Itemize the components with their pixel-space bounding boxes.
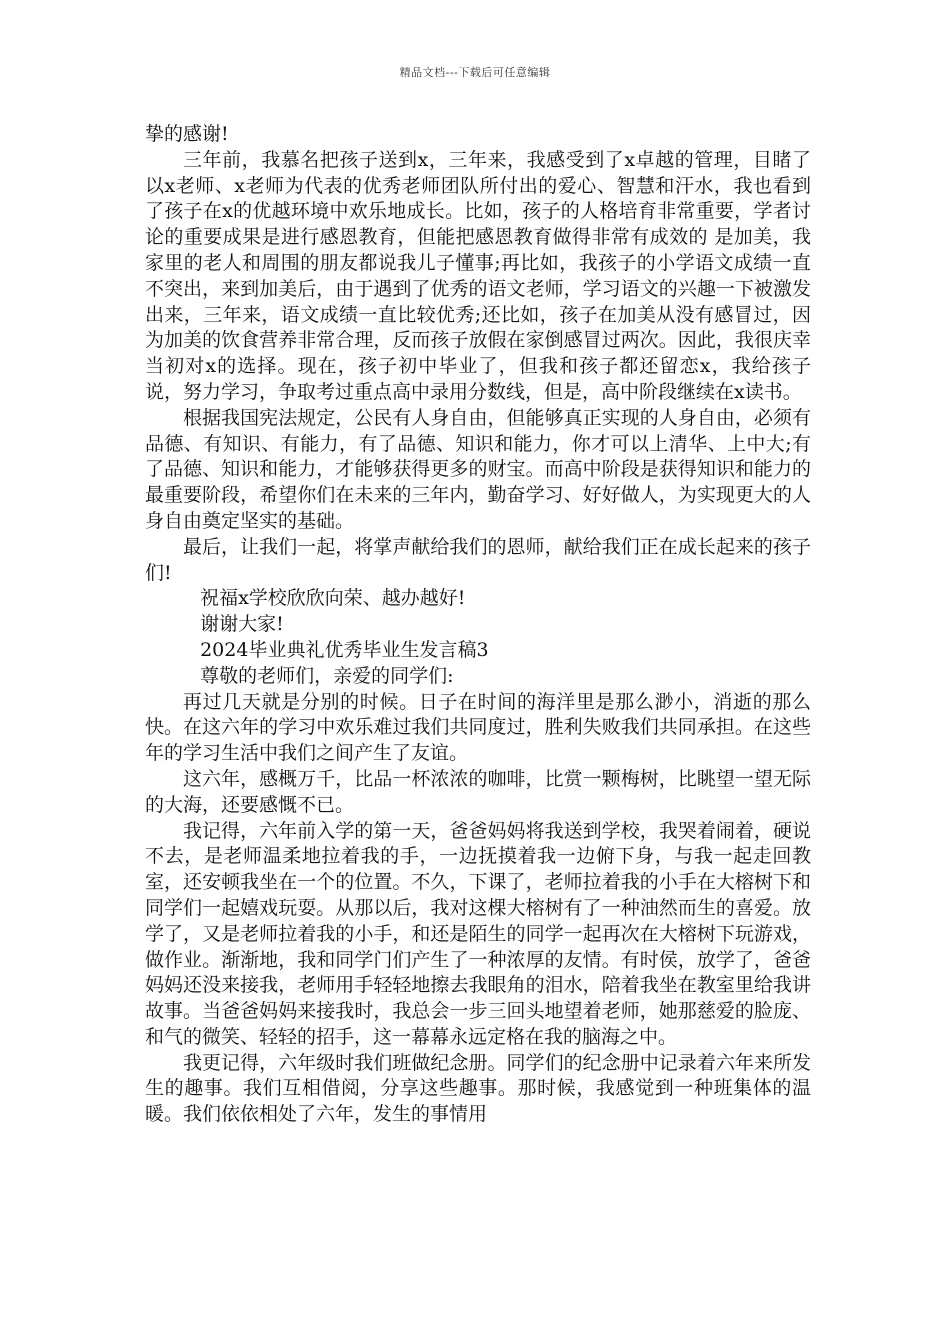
paragraph-constitution: 根据我国宪法规定，公民有人身自由，但能够真正实现的人身自由，必须有品德、有知识、有能力，有了品德、知识和能力，你才可以上清华、上中大;有了品德、知识和能力，才能够获得更多的财宝。而高中阶段是获得知识和能力的最重要阶段，希望你们在未来的三年内，勤奋学习、好好做人，为实现更大的人身自由奠定坚实的基础。 bbox=[145, 406, 811, 532]
paragraph-first-day: 我记得，六年前入学的第一天，爸爸妈妈将我送到学校，我哭着闹着，硬说不去，是老师温柔地拉着我的手，一边抚摸着我一边俯下身，与我一起走回教室，还安顿我坐在一个的位置。不久，下课了，老师拉着我的小手在大榕树下和同学们一起嬉戏玩耍。从那以后，我对这棵大榕树有了一种油然而生的喜爱。放学了，又是老师拉着我的小手，和还是陌生的同学一起再次在大榕树下玩游戏，做作业。渐渐地，我和同学门们产生了一种浓厚的友情。有时侯，放学了，爸爸妈妈还没来接我，老师用手轻轻地擦去我眼角的泪水，陪着我坐在教室里给我讲故事。当爸爸妈妈来接我时，我总会一步三回头地望着老师，她那慈爱的脸庞、和气的微笑、轻轻的招手，这一幕幕永远定格在我的脑海之中。 bbox=[145, 819, 811, 1048]
speech-title: 2024毕业典礼优秀毕业生发言稿3 bbox=[200, 638, 489, 661]
paragraph-yearbook: 我更记得，六年级时我们班做纪念册。同学们的纪念册中记录着六年来所发生的趣事。我们互相借阅，分享这些趣事。那时候，我感觉到一种班集体的温暖。我们依依相处了六年，发生的事情用 bbox=[145, 1051, 811, 1126]
page-header: 精品文档---下载后可任意编辑 bbox=[399, 66, 551, 79]
paragraph-closing: 最后，让我们一起，将掌声献给我们的恩师，献给我们正在成长起来的孩子们! bbox=[145, 535, 811, 584]
paragraph-six-years: 这六年，感概万千，比品一杯浓浓的咖啡，比赏一颗梅树，比眺望一望无际的大海，还要感慨不已。 bbox=[145, 767, 811, 816]
paragraph-farewell: 再过几天就是分别的时候。日子在时间的海洋里是那么渺小，消逝的那么快。在这六年的学习中欢乐难过我们共同度过，胜利失败我们共同承担。在这些年的学习生活中我们之间产生了友谊。 bbox=[145, 690, 811, 765]
salutation: 尊敬的老师们，亲爱的同学们: bbox=[200, 664, 454, 687]
blessing-line: 祝福x学校欣欣向荣、越办越好! bbox=[200, 587, 466, 610]
paragraph-continuation: 挚的感谢! bbox=[145, 123, 229, 145]
paragraph-school-experience: 三年前，我慕名把孩子送到x，三年来，我感受到了x卓越的管理，目睹了以x老师、x老师为代表的优秀老师团队所付出的爱心、智慧和汗水，我也看到了孩子在x的优越环境中欢乐地成长。比如，孩子的人格培育非常重要，学者讨论的重要成果是进行感恩教育，但能把感恩教育做得非常有成效的 是加美，我家里的老人和周围的朋友都说我儿子懂事;再比如，我孩子的小学语文成绩一直不突出，来到加美后，由于遇到了优秀的语文老师，学习语文的兴趣一下被激发出来，三年来，语文成绩一直比较优秀;还比如，孩子在加美从没有感冒过，因为加美的饮食营养非常合理，反而孩子放假在家倒感冒过两次。因此，我很庆幸当初对x的选择。现在，孩子初中毕业了，但我和孩子都还留恋x，我给孩子说，努力学习，争取考过重点高中录用分数线，但是，高中阶段继续在x读书。 bbox=[145, 148, 811, 403]
document-body bbox=[145, 122, 811, 1128]
thanks-line: 谢谢大家! bbox=[200, 613, 284, 636]
